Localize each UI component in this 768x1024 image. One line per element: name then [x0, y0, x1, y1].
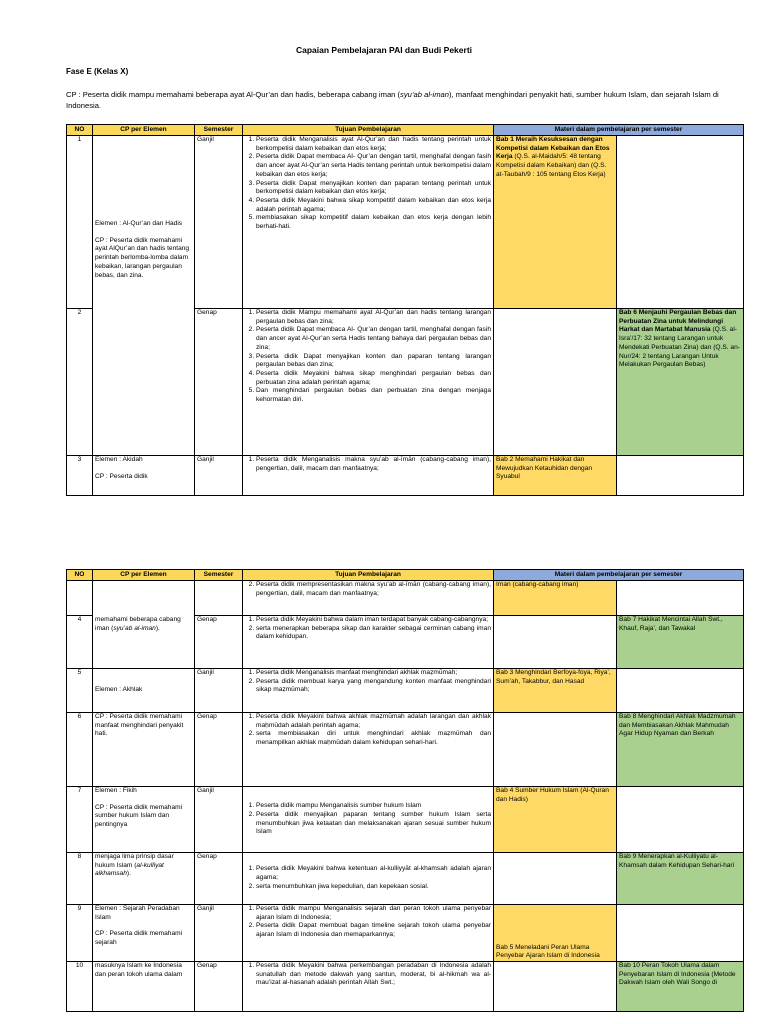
tujuan-item: 2. serta membiasakan diri untuk menghindari akhlak maẓmūmah dan menampilkan akhlak maḥmūdah dalam kehidupan sehari-hari.	[256, 730, 491, 747]
tujuan-item: 2. Peserta didik membuat karya yang mengandung konten manfaat menghindari sikap maẓmūmah;	[256, 678, 491, 695]
tujuan-item: 2. Peserta didik mempresentasikan makna syu’ab al-īmān (cabang-cabang iman), pengertian, dalil, macam dan manfaatnya;	[256, 581, 491, 598]
tujuan-cell	[243, 787, 494, 853]
table-row	[67, 787, 744, 853]
table-header-row	[67, 570, 744, 581]
materi-cell-genap	[617, 581, 744, 616]
materi-cell-ganjil	[494, 962, 617, 1012]
element-cell	[93, 581, 195, 669]
materi-cell-ganjil: Bab 5 Meneladani Peran Ulama Penyebar Ajaran Islam di Indonesia	[494, 905, 617, 962]
element-cell	[93, 456, 195, 496]
table-row	[67, 581, 744, 616]
tujuan-item: 2. Peserta didik Dapat membaca Al- Qur’an dengan tartil, menghafal dengan fasih dan ancer ayat Al-Qur’an serta Hadis tentang perintah untuk berkompetisi dalam kebaikan dan etos kerja;	[256, 153, 491, 179]
tujuan-cell	[243, 581, 494, 616]
materi-cell-ganjil: Bab 2 Memahami Hakikat dan Mewujudkan Ketauhidan dengan Syuabul	[494, 456, 617, 496]
materi-cell-ganjil	[494, 853, 617, 905]
header-materi: Materi dalam pembelajaran per semester	[494, 125, 744, 136]
tujuan-cell	[243, 962, 494, 1012]
header-cp: CP per Elemen	[93, 570, 195, 581]
element-cp-prefix: menjaga lima prinsip dasar hukum Islam (	[95, 853, 174, 869]
table-row	[67, 962, 744, 1012]
tujuan-item: 1. Peserta didik Meyakini bahwa akhlak maẓmūmah adalah larangan dan akhlak maḥmūdah adalah perintah agama;	[256, 713, 491, 730]
semester-cell: Genap	[195, 616, 243, 669]
materi-cell-genap	[617, 456, 744, 496]
materi-cell-genap	[617, 905, 744, 962]
element-cell	[93, 136, 195, 456]
element-cp-suffix: ).	[155, 624, 160, 632]
tujuan-item: 1. Peserta didik mampu Menganalisis sejarah dan peran tokoh ulama penyebar ajaran Islam di Indonesia;	[256, 905, 491, 922]
element-label: Elemen : Al-Qur’an dan Hadis	[95, 220, 183, 227]
materi-detail: (Q.S. al-Maidah/5: 48 tentang Kompetisi dalam Kebaikan) dan (Q.S. at-Taubah/9 : 105 tentang Etos Kerja)	[496, 153, 607, 178]
materi-cell-ganjil	[494, 136, 617, 309]
row-number: 10	[67, 962, 93, 1012]
tujuan-item: 2. Peserta didik menyajikan paparan tentang sumber hukum Islam serta menumbuhkan jiwa ketaatan dan melaksanakan ajaran sesuai sumber hukum Islam	[256, 811, 491, 837]
header-materi: Materi dalam pembelajaran per semester	[494, 570, 744, 581]
semester-cell: Ganjil	[195, 787, 243, 853]
tujuan-item: 4. Peserta didik Meyakini bahwa sikap menghindari pergaulan bebas dan perbuatan zina adalah perintah agama;	[256, 370, 491, 387]
materi-cell-ganjil: Iman (cabang-cabang iman)	[494, 581, 617, 616]
tujuan-cell	[243, 713, 494, 787]
tujuan-item: 1. Peserta didik mampu Menganalisis sumber hukum Islam	[256, 802, 491, 811]
materi-cell-ganjil: Bab 4 Sumber Hukum Islam (Al-Quran dan Hadis)	[494, 787, 617, 853]
tujuan-cell	[243, 136, 494, 309]
tujuan-item: 5. Dan menghindari pergaulan bebas dan perbuatan zina dengan menjaga kehormatan diri.	[256, 387, 491, 404]
materi-detail: (Q.S. al-Isra’/17: 32 tentang Larangan untuk Mendekati Perbuatan Zina) dan (Q.S. an-Nur/24: 2 tentang Larangan Untuk Melakukan Pergaulan Bebas)	[619, 326, 740, 369]
semester-cell: Genap	[195, 853, 243, 905]
header-semester: Semester	[195, 125, 243, 136]
tujuan-cell	[243, 309, 494, 456]
materi-cell-genap: Bab 9 Menerapkan al-Kulliyatu al-Khamsah dalam Kehidupan Sehari-hari	[617, 853, 744, 905]
header-tujuan: Tujuan Pembelajaran	[243, 125, 494, 136]
tujuan-cell	[243, 669, 494, 713]
header-cp: CP per Elemen	[93, 125, 195, 136]
element-cp: memahami beberapa cabang iman (	[95, 615, 181, 632]
row-number: 7	[67, 787, 93, 853]
intro-italic-term: syu’ab al-iman	[400, 90, 450, 99]
materi-cell-genap: Bab 10 Peran Tokoh Ulama dalam Penyebaran Islam di Indonesia (Metode Dakwah Islam oleh Wali Songo di	[617, 962, 744, 1012]
row-number: 2	[67, 309, 93, 456]
row-number: 5	[67, 669, 93, 713]
materi-cell-genap	[617, 669, 744, 713]
tujuan-item: 2. serta menerapkan beberapa sikap dan karakter sebagai cerminan cabang iman dalam kehidupan.	[256, 625, 491, 642]
table-row	[67, 136, 744, 309]
curriculum-table-1	[66, 124, 744, 496]
materi-cell-genap	[617, 787, 744, 853]
tujuan-item: 1. Peserta didik Meyakini bahwa perkembangan peradaban di Indonesia adalah sunatullah dan metode dakwah yang santun, moderat, bi al-hikmah wa al-mau’izat al-hasanah adalah perintah Allah Swt.;	[256, 962, 491, 988]
semester-cell: Genap	[195, 713, 243, 787]
element-label: Elemen : Akidah	[95, 456, 143, 463]
element-cp	[93, 853, 195, 905]
table-row	[67, 456, 744, 496]
semester-cell: Ganjil	[195, 905, 243, 962]
element-cp-suffix: ).	[126, 870, 131, 878]
semester-cell: Ganjil	[195, 136, 243, 309]
materi-cell-genap: Bab 7 Hakikat Mencintai Allah Swt., Khauf, Raja’, dan Tawakal	[617, 616, 744, 669]
tujuan-cell	[243, 853, 494, 905]
tujuan-cell	[243, 456, 494, 496]
tujuan-item: 3. Peserta didik Dapat menyajikan konten dan paparan tentang larangan pergaulan bebas dan zina;	[256, 353, 491, 370]
row-number: 6	[67, 713, 93, 787]
materi-cell-ganjil	[494, 713, 617, 787]
tujuan-item: 1. Peserta didik Menganalisis manfaat menghindari akhlak maẓmūmah;	[256, 669, 491, 678]
tujuan-item: 1. Peserta didik Menganalisis ayat Al-Qur’an dan hadis tentang perintah untuk berkompetisi dalam kebaikan dan etos kerja;	[256, 136, 491, 153]
tujuan-item: 1. Peserta didik Meyakini bahwa ketentuan al-kulliyyāt al-khamsah adalah ajaran agama;	[256, 865, 491, 882]
tujuan-item: 1. Peserta didik Mampu memahami ayat Al-Qur’an dan hadis tentang larangan pergaulan bebas dan zina;	[256, 309, 491, 326]
element-label: Elemen : Fikih	[95, 787, 137, 794]
table-row	[67, 669, 744, 713]
header-semester: Semester	[195, 570, 243, 581]
materi-cell-ganjil: Bab 3 Menghindari Berfoya-foya, Riya’, Sum’ah, Takabbur, dan Hasad	[494, 669, 617, 713]
curriculum-table-2	[66, 569, 744, 1012]
materi-cell-genap: Bab 8 Menghindari Akhlak Madzmumah dan Membiasakan Akhlak Mahmudah Agar Hidup Nyaman dan Berkah	[617, 713, 744, 787]
row-number	[67, 581, 93, 616]
element-label: Elemen : Akhlak	[93, 669, 195, 713]
row-number: 9	[67, 905, 93, 962]
tujuan-cell	[243, 905, 494, 962]
materi-cell-genap	[617, 309, 744, 456]
phase-label: Fase E (Kelas X)	[66, 67, 129, 76]
semester-cell: Genap	[195, 309, 243, 456]
element-cp: CP : Peserta didik memahami manfaat menghindari penyakit hati.	[93, 713, 195, 787]
element-cp-italic: al-kulliyat alkhamsah	[95, 861, 164, 878]
tujuan-item: 3. Peserta didik Dapat menyajikan konten dan paparan tentang perintah untuk berkompetisi dalam kebaikan dan etos kerja;	[256, 180, 491, 197]
tujuan-item: 1. Peserta didik Meyakini bahwa dalam iman terdapat banyak cabang-cabangnya;	[256, 616, 491, 625]
semester-cell: Ganjil	[195, 456, 243, 496]
header-no: NO	[67, 125, 93, 136]
materi-cell-ganjil	[494, 309, 617, 456]
row-number: 3	[67, 456, 93, 496]
table-row	[67, 713, 744, 787]
tujuan-cell	[243, 616, 494, 669]
semester-cell: Genap	[195, 962, 243, 1012]
table-header-row	[67, 125, 744, 136]
header-tujuan: Tujuan Pembelajaran	[243, 570, 494, 581]
element-cp: CP : Peserta didik memahami ayat AlQur’an dan hadis tentang perintah berlomba-lomba dalam kebaikan, larangan pergaulan bebas, dan zina.	[95, 236, 190, 279]
row-number: 1	[67, 136, 93, 309]
element-cp: CP : Peserta didik	[95, 472, 148, 480]
intro-paragraph: CP : Peserta didik mampu memahami beberapa ayat Al-Qur’an dan hadis, beberapa cabang iman (syu’ab al-iman), manfaat menghindari penyakit hati, sumber hukum Islam, dan sejarah Islam di Indonesia.	[66, 90, 719, 110]
element-cell	[93, 905, 195, 962]
materi-cell-genap	[617, 136, 744, 309]
element-cell	[93, 787, 195, 853]
element-cp: masuknya Islam ke Indonesia dan peran tokoh ulama dalam	[93, 962, 195, 1012]
tujuan-item: 4. Peserta didik Meyakini bahwa sikap kompetitif dalam kebaikan dan etos kerja adalah perintah agama;	[256, 197, 491, 214]
table-row	[67, 853, 744, 905]
tujuan-item: 5. membiasakan sikap kompetitif dalam kebaikan dan etos kerja dengan lebih berhati-hati.	[256, 214, 491, 231]
row-number: 8	[67, 853, 93, 905]
tujuan-item: 1. Peserta didik Menganalisis makna syu’ab al-īmān (cabang-cabang iman), pengertian, dalil, macam dan manfaatnya;	[256, 456, 491, 473]
materi-cell-ganjil	[494, 616, 617, 669]
element-cp: CP : Peserta didik memahami sejarah	[95, 930, 183, 947]
row-number: 4	[67, 616, 93, 669]
semester-cell	[195, 581, 243, 616]
element-cp-italic: syu’ab al-iman	[113, 624, 156, 632]
document-title: Capaian Pembelajaran PAI dan Budi Pekerti	[295, 45, 473, 55]
tujuan-item: 2. serta menumbuhkan jiwa kepedulian, dan kepekaan sosial.	[256, 883, 491, 892]
semester-cell: Ganjil	[195, 669, 243, 713]
element-cp: CP : Peserta didik memahami sumber hukum Islam dan pentingnya	[95, 803, 183, 829]
materi-title: Bab 6 Menjauhi Pergaulan Bebas dan Perbuatan Zina untuk Melindungi Harkat dan Martabat Manusia	[619, 309, 737, 334]
materi-title: Bab 1 Meraih Kesuksesan dengan Kompetisi dalam Kebaikan dan Etos Kerja	[496, 136, 610, 161]
element-label: Elemen : Sejarah Peradaban Islam	[95, 905, 180, 921]
header-no: NO	[67, 570, 93, 581]
tujuan-item: 2. Peserta didik Dapat membuat bagan timeline sejarah tokoh ulama penyebar ajaran Islam di Indonesia dan memaparkannya;	[256, 922, 491, 939]
tujuan-item: 2. Peserta didik Dapat membaca Al- Qur’an dengan tartil, menghafal dengan fasih dan ancer ayat Al-Qur’an serta Hadis tentang bahaya dari pergaulan bebas dan zina;	[256, 326, 491, 352]
table-row	[67, 905, 744, 962]
